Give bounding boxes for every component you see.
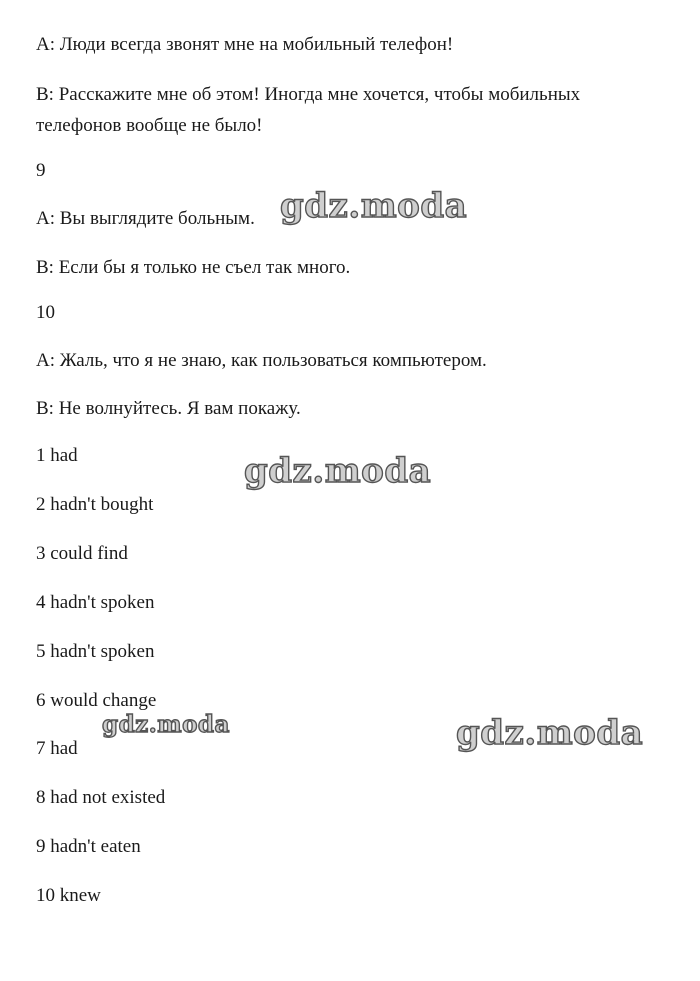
dialogue-line-b1: B: Расскажите мне об этом! Иногда мне хочется, чтобы мобильных	[36, 84, 581, 105]
answer-item: 3 could find	[36, 543, 128, 564]
item-number-10: 10	[36, 302, 55, 323]
dialogue-line-b9: B: Если бы я только не съел так много.	[36, 257, 351, 278]
dialogue-line-b1-cont: телефонов вообще не было!	[36, 115, 263, 136]
answer-item: 10 knew	[36, 885, 101, 906]
answer-item: 7 had	[36, 738, 78, 759]
item-number-9: 9	[36, 160, 46, 181]
answer-item: 1 had	[36, 445, 78, 466]
watermark-logo: gdz.moda	[102, 711, 230, 738]
answer-item: 6 would change	[36, 690, 157, 711]
dialogue-line-a10: A: Жаль, что я не знаю, как пользоваться компьютером.	[36, 350, 487, 371]
answer-item: 2 hadn't bought	[36, 494, 154, 515]
dialogue-line-a1: A: Люди всегда звонят мне на мобильный телефон!	[36, 34, 454, 55]
dialogue-line-a9: A: Вы выглядите больным.	[36, 208, 255, 229]
watermark-logo: gdz.moda	[244, 451, 432, 491]
watermark-logo: gdz.moda	[280, 186, 468, 226]
answer-item: 4 hadn't spoken	[36, 592, 155, 613]
dialogue-line-b10: B: Не волнуйтесь. Я вам покажу.	[36, 398, 301, 419]
answer-item: 8 had not existed	[36, 787, 166, 808]
answer-item: 9 hadn't eaten	[36, 836, 141, 857]
answer-item: 5 hadn't spoken	[36, 641, 155, 662]
watermark-logo: gdz.moda	[456, 713, 644, 753]
